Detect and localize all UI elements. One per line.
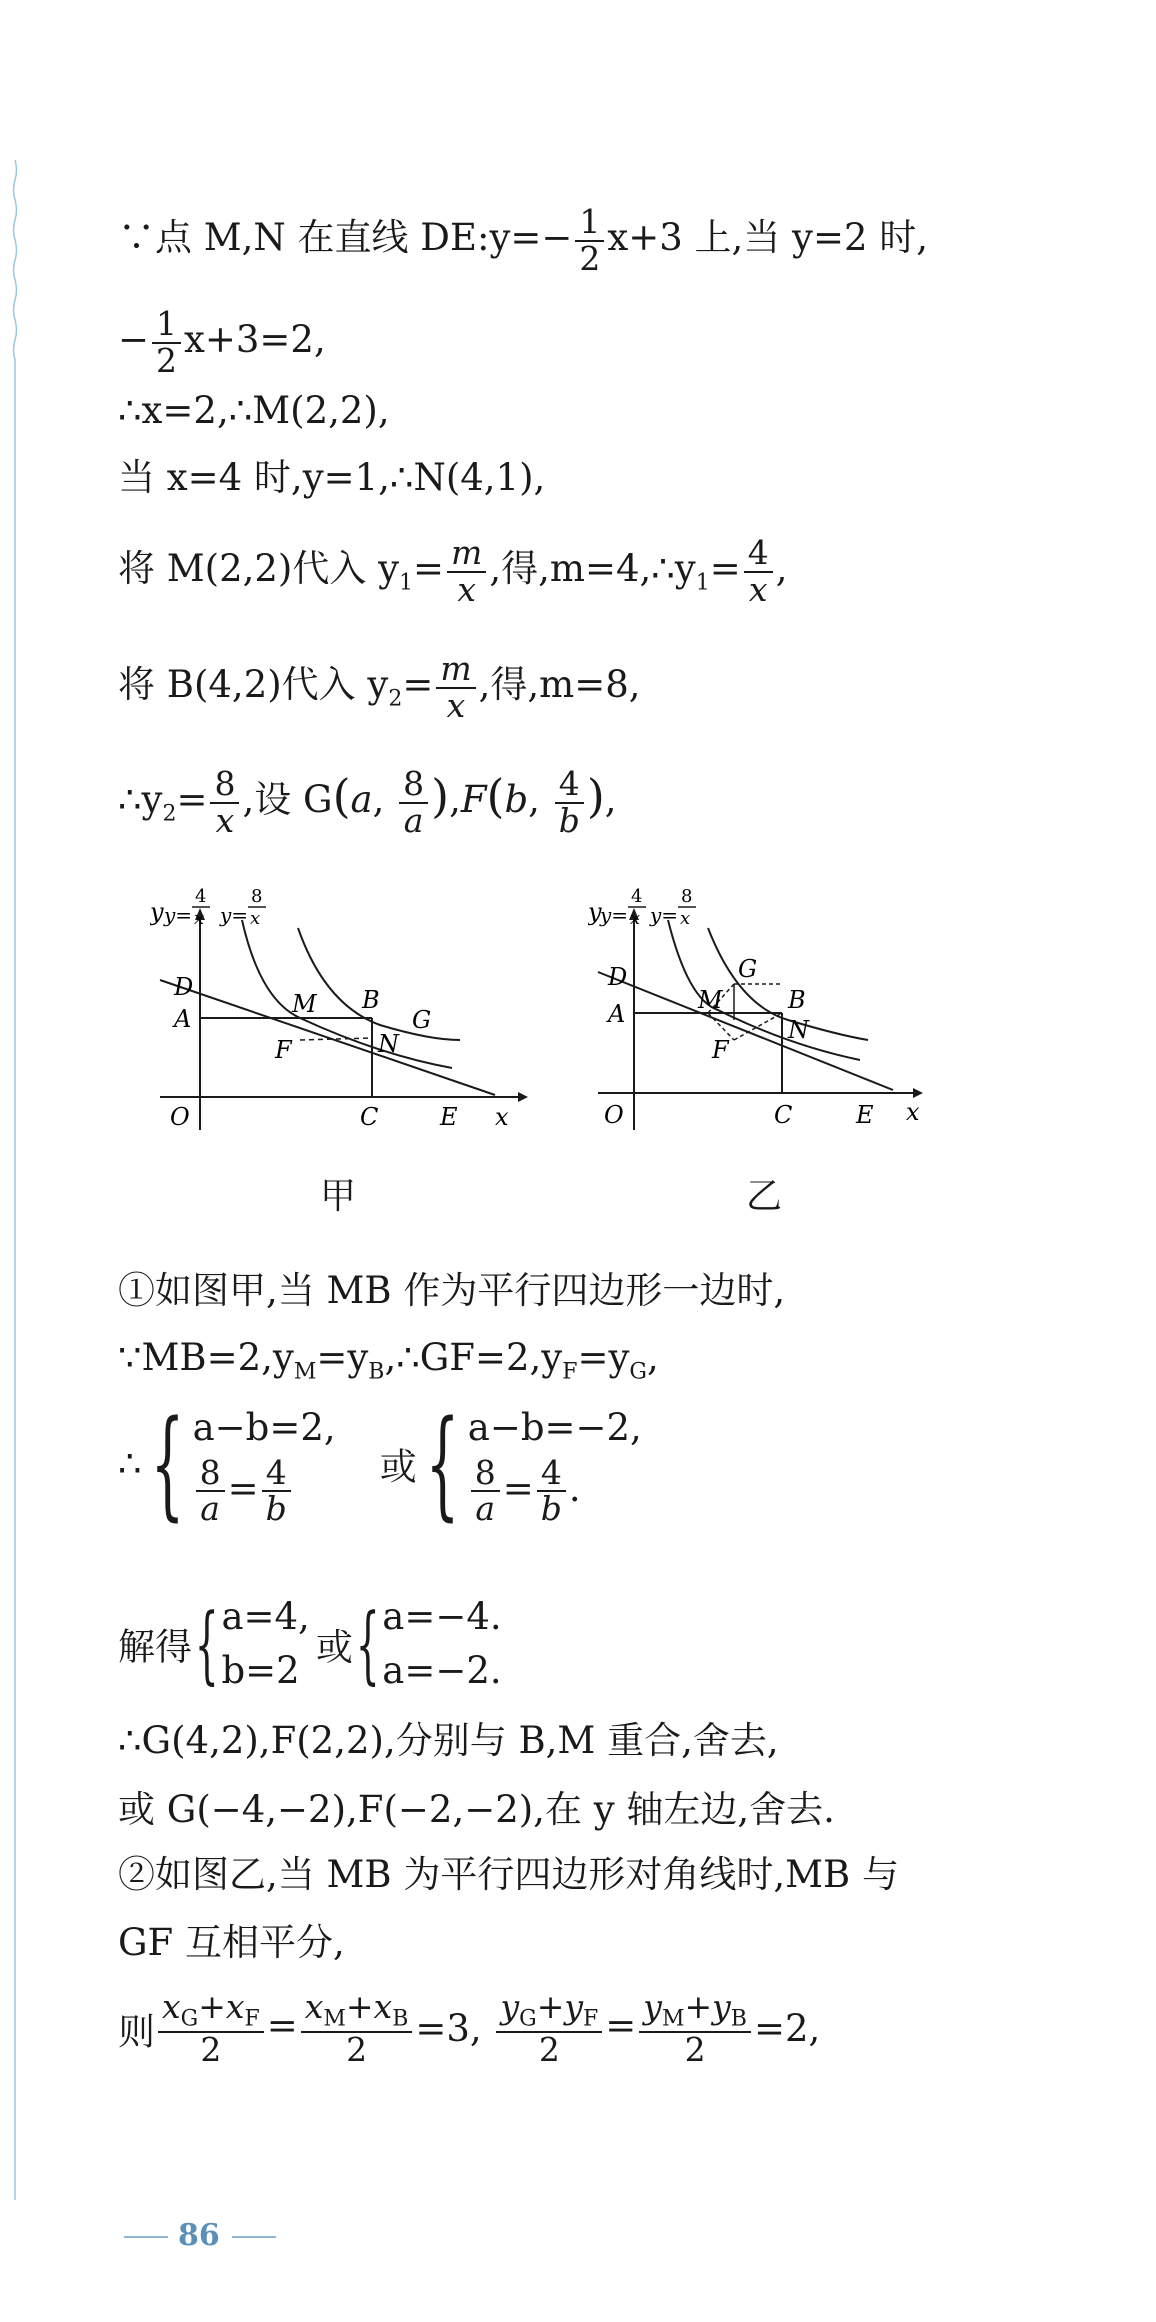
label-A: A: [608, 1000, 626, 1028]
denominator: b: [265, 1489, 287, 1529]
numerator: 8: [210, 767, 239, 804]
text: x+3 上,当 y=2 时,: [607, 216, 929, 260]
svg-text:x: x: [630, 908, 641, 929]
text: =2,: [753, 2007, 821, 2051]
label-N: N: [788, 1016, 809, 1044]
line-2: [118, 304, 326, 380]
sub: 1: [695, 570, 710, 596]
denominator: 2: [156, 340, 178, 380]
label-y: y: [588, 898, 602, 926]
text: −: [118, 318, 150, 362]
text: ,得,m=4,∴y: [489, 547, 696, 591]
line-4: 当 x=4 时,y=1,∴N(4,1),: [118, 456, 546, 499]
label-G: G: [412, 1006, 432, 1034]
denominator: x: [446, 685, 466, 725]
label-M: M: [292, 990, 317, 1018]
case1-line2: [118, 1335, 659, 1395]
text: 解得: [118, 1625, 192, 1669]
denominator: x: [748, 569, 768, 609]
label-D: D: [174, 973, 194, 1001]
text: ,得,m=8,: [478, 663, 641, 707]
denominator: 2: [579, 238, 601, 278]
solution-2: [382, 1590, 501, 1697]
fraction-8-over-x: [210, 764, 239, 840]
numerator: 4: [262, 1456, 291, 1493]
svg-text:y=: y=: [600, 903, 629, 927]
numerator: 4: [744, 536, 773, 573]
label-C: C: [774, 1101, 793, 1129]
svg-text:x: x: [680, 908, 691, 929]
denominator: 2: [346, 2029, 368, 2069]
denominator: a: [475, 1489, 496, 1529]
fraction-m-over-x: [436, 649, 475, 725]
numerator: 8: [471, 1456, 500, 1493]
text: =y: [316, 1336, 369, 1379]
text: ∴: [118, 1441, 142, 1485]
text: =3,: [415, 2007, 482, 2051]
numerator: m: [447, 536, 486, 573]
line-5: 将 M(2,2)代入 $y_1=$ $\frac{m}{x}$ ,得$,m=4,\therefore y_1=$ $\frac{4}{x}$ ,: [118, 533, 788, 609]
row: a−b=−2,: [467, 1406, 642, 1449]
label-O: O: [604, 1101, 624, 1129]
label-F: F: [712, 1036, 729, 1064]
equation-system: [118, 1394, 642, 1533]
page-number-dash-left: [124, 2236, 168, 2238]
text: ,: [646, 1336, 659, 1379]
solution: [118, 1590, 502, 1697]
numerator: 4: [555, 767, 584, 804]
line-DE: [598, 972, 893, 1090]
sub: 2: [162, 801, 177, 827]
sub: F: [583, 2006, 599, 2032]
sub: F: [562, 1359, 578, 1385]
sub: M: [661, 2006, 685, 2032]
sub: 1: [399, 570, 414, 596]
fraction-m-over-x: [447, 533, 486, 609]
fraction-yM-yB: $\frac{y_M+y_B}{2}$: [639, 1990, 751, 2067]
sub: B: [730, 2006, 747, 2032]
sub: 2: [388, 686, 403, 712]
label-G: G: [738, 955, 758, 983]
text: ∵MB=2,y: [118, 1336, 294, 1379]
numerator: 1: [575, 205, 604, 242]
system-1: [193, 1400, 336, 1527]
sub: B: [368, 1359, 385, 1385]
text: ∴y: [118, 778, 163, 822]
sub: G: [180, 2006, 199, 2032]
numerator: 4: [537, 1456, 566, 1493]
brace: {: [150, 1394, 184, 1533]
numerator: 8: [399, 767, 428, 804]
label-y: y: [150, 898, 164, 926]
label-B: B: [788, 986, 806, 1014]
denominator: x: [215, 800, 235, 840]
sub: F: [244, 2006, 260, 2032]
label-D: D: [608, 963, 628, 991]
label-O: O: [170, 1103, 190, 1131]
case1-heading: ①如图甲,当 MB 作为平行四边形一边时,: [118, 1269, 786, 1312]
fraction-4-over-b: [555, 764, 584, 840]
row: a=−4.: [382, 1595, 502, 1638]
denominator: x: [457, 569, 476, 609]
caption-yi: 乙: [746, 1176, 783, 1217]
row: a−b=2,: [192, 1406, 336, 1449]
label-E: E: [440, 1103, 458, 1131]
text: ∵点 M,N 在直线 DE:y=−: [118, 216, 573, 260]
denominator: 2: [684, 2029, 706, 2069]
brace: {: [194, 1594, 219, 1693]
denominator: a: [200, 1489, 220, 1529]
line-6: 将 B(4,2)代入 $y_2=$ $\frac{m}{x}$ ,得,m=8,: [118, 649, 641, 725]
label-x: x: [906, 1098, 920, 1126]
line-7: $\therefore y_2=$ $\frac{8}{x}$ ,设 G(a, $\frac{8}{a}$ ),F(b, $\frac{4}{b}$ ),: [118, 764, 617, 840]
text: 或: [315, 1625, 353, 1669]
text: 或: [379, 1445, 417, 1489]
curve-8-over-x: [298, 928, 460, 1040]
sub: M: [323, 2006, 346, 2032]
line-3: ∴x=2,∴M(2,2),: [118, 389, 390, 432]
svg-text:8: 8: [681, 886, 693, 907]
sub: G: [519, 2006, 537, 2032]
fraction-xG-xF: $\frac{x_G+x_F}{2}$: [158, 1990, 264, 2067]
fraction-half: [575, 202, 604, 278]
label-N: N: [378, 1030, 399, 1058]
caption-jia: 甲: [320, 1176, 357, 1217]
svg-text:8: 8: [251, 886, 263, 907]
fraction-yG-yF: $\frac{y_G+y_F}{2}$: [496, 1990, 602, 2067]
label-F: F: [275, 1036, 292, 1064]
label-B: B: [362, 986, 380, 1014]
sub: M: [293, 1359, 317, 1385]
brace: {: [355, 1594, 380, 1693]
line-DE: [160, 980, 495, 1095]
sub: B: [392, 2006, 409, 2032]
numerator: 8: [196, 1456, 225, 1493]
final-equation: 则 $\frac{x_G+x_F}{2}$ = $\frac{x_M+x_B}{2}$ =3, $\frac{y_G+y_F}{2}$ = $\frac{y_M+y_B}{2}$ =2,: [118, 1987, 821, 2069]
numerator: m: [436, 652, 475, 689]
row: a=−2.: [382, 1648, 502, 1692]
text: 则: [118, 2010, 155, 2054]
svg-text:y=: y=: [650, 903, 679, 927]
row: a=4,: [221, 1595, 310, 1638]
text: =y: [577, 1336, 630, 1379]
denominator: b: [558, 800, 580, 840]
text: ,: [775, 547, 788, 591]
label-C: C: [360, 1103, 379, 1131]
page-number-dash-right: [232, 2236, 276, 2238]
curve-4-over-x: [242, 920, 452, 1068]
denominator: a: [403, 800, 424, 840]
text: x+3=2,: [184, 318, 326, 362]
fraction-8-over-a: [399, 764, 428, 840]
text: ,∴GF=2,y: [384, 1336, 563, 1379]
margin-decoration: [12, 160, 18, 2200]
label-x: x: [495, 1103, 509, 1131]
result-line-2: 或 G(−4,−2),F(−2,−2),在 y 轴左边,舍去.: [118, 1788, 835, 1831]
text: 将 M(2,2)代入 y: [118, 547, 400, 591]
fraction-xM-xB: $\frac{x_M+x_B}{2}$: [301, 1990, 413, 2067]
brace: {: [425, 1394, 460, 1533]
label-M: M: [698, 986, 723, 1014]
denominator: 2: [538, 2029, 560, 2069]
label-A: A: [174, 1005, 192, 1033]
row: b=2: [221, 1648, 300, 1692]
result-line-1: ∴G(4,2),F(2,2),分别与 B,M 重合,舍去,: [118, 1719, 779, 1762]
label-E: E: [856, 1101, 874, 1129]
sub: G: [629, 1359, 647, 1385]
text: ,: [604, 778, 617, 822]
line-1: [118, 202, 929, 278]
row: $\frac{8}{a}$ = $\frac{4}{b}$ .: [468, 1456, 642, 1527]
fraction-half: [152, 304, 181, 380]
case2-heading: ②如图乙,当 MB 为平行四边形对角线时,MB 与: [118, 1853, 899, 1896]
figure-yi: [588, 880, 928, 1140]
figure-jia: [150, 880, 530, 1140]
svg-text:4: 4: [195, 886, 207, 907]
numerator: 1: [152, 307, 181, 344]
label-curve2: y=: [220, 903, 249, 927]
denominator: b: [540, 1489, 562, 1529]
system-2: [468, 1400, 642, 1527]
fraction-4-over-x: [744, 533, 773, 609]
svg-text:x: x: [194, 908, 205, 929]
row: $\frac{8}{a}$ = $\frac{4}{b}$: [193, 1456, 336, 1527]
solution-1: [221, 1590, 309, 1697]
text: ,设 G: [242, 778, 333, 822]
label-curve1: y=: [164, 903, 193, 927]
case2-line2: GF 互相平分,: [118, 1921, 345, 1964]
text: 将 B(4,2)代入 y: [118, 663, 389, 707]
denominator: 2: [200, 2029, 222, 2069]
svg-text:x: x: [250, 908, 261, 929]
svg-text:4: 4: [631, 886, 643, 907]
page-number: 86: [178, 2218, 220, 2253]
